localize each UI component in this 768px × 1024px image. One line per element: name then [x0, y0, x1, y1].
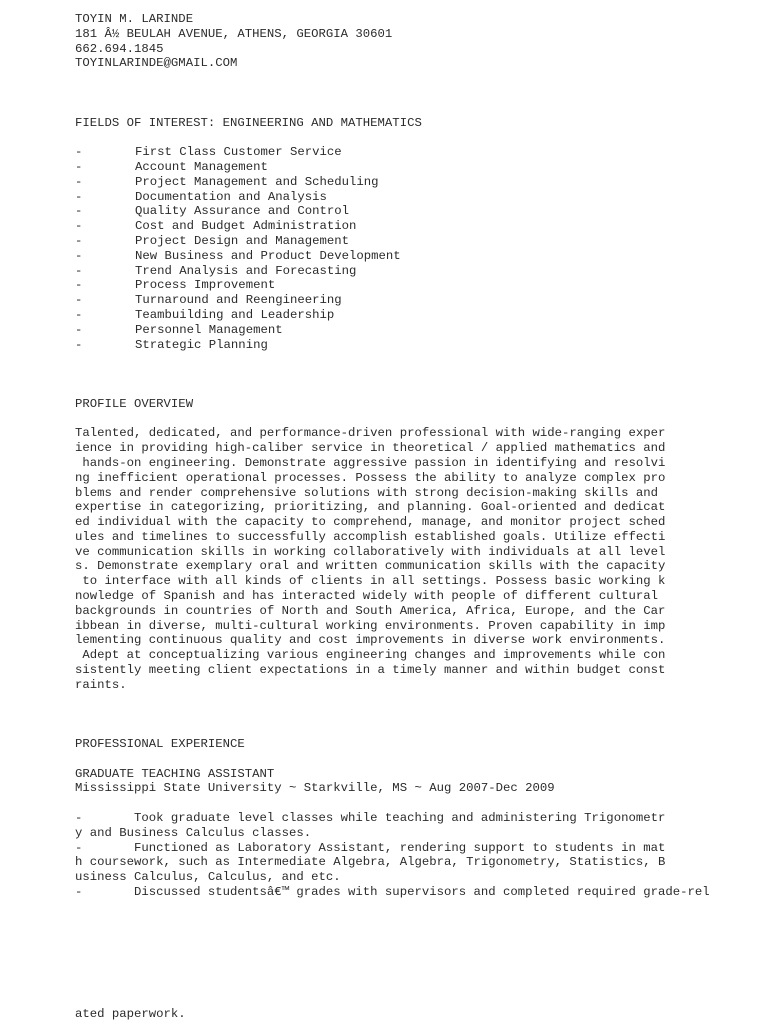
spacer [75, 752, 755, 767]
fields-of-interest-section [75, 116, 755, 353]
field-item-dash: - [75, 189, 83, 204]
job-title: GRADUATE TEACHING ASSISTANT [75, 766, 275, 781]
profile-line: sistently meeting client expectations in a timely manner and within budget const [75, 663, 666, 678]
duty-line: usiness Calculus, Calculus, and etc. [75, 870, 341, 885]
profile-line: nowledge of Spanish and has interacted widely with people of different cultural [75, 589, 658, 604]
field-item-label: Project Management and Scheduling [135, 174, 379, 189]
profile-overview-section [75, 397, 755, 693]
contact-address: 181 Â½ BEULAH AVENUE, ATHENS, GEORGIA 30601 [75, 26, 393, 41]
field-item-dash: - [75, 278, 83, 293]
field-item-dash: - [75, 263, 83, 278]
field-item-label: Turnaround and Reengineering [135, 293, 342, 308]
profile-line: backgrounds in countries of North and South America, Africa, Europe, and the Car [75, 603, 666, 618]
field-item [75, 308, 755, 323]
contact-phone: 662.694.1845 [75, 41, 164, 56]
profile-line: ience in providing high-caliber service in theoretical / applied mathematics and [75, 441, 666, 456]
field-item-dash: - [75, 307, 83, 322]
field-item [75, 145, 755, 160]
field-item [75, 219, 755, 234]
field-item-label: Quality Assurance and Control [135, 204, 350, 219]
spacer [75, 412, 755, 427]
spacer [75, 130, 755, 145]
job-detail: Mississippi State University ~ Starkville, MS ~ Aug 2007-Dec 2009 [75, 781, 555, 796]
profile-line: ules and timelines to successfully accomplish established goals. Utilize effecti [75, 529, 666, 544]
profile-line: hands-on engineering. Demonstrate aggressive passion in identifying and resolvi [75, 455, 666, 470]
field-item-dash: - [75, 322, 83, 337]
field-item [75, 278, 755, 293]
duty-line: - Took graduate level classes while teaching and administering Trigonometr [75, 811, 666, 826]
field-item-dash: - [75, 204, 83, 219]
profile-line: to interface with all kinds of clients in all settings. Possess basic working k [75, 574, 666, 589]
profile-line: blems and render comprehensive solutions with strong decision-making skills and [75, 485, 658, 500]
field-item [75, 160, 755, 175]
field-item-dash: - [75, 293, 83, 308]
fields-list [75, 145, 755, 352]
contact-name: TOYIN M. LARINDE [75, 12, 194, 26]
field-item [75, 204, 755, 219]
profile-line: ed individual with the capacity to comprehend, manage, and monitor project sched [75, 515, 666, 530]
contact-block [75, 12, 755, 71]
field-item [75, 293, 755, 308]
field-item [75, 323, 755, 338]
experience-heading: PROFESSIONAL EXPERIENCE [75, 737, 245, 752]
fields-heading: FIELDS OF INTEREST: ENGINEERING AND MATHEMATICS [75, 115, 422, 130]
field-item-label: Trend Analysis and Forecasting [135, 263, 357, 278]
professional-experience-section [75, 737, 755, 900]
duty-line: h coursework, such as Intermediate Algebra, Algebra, Trigonometry, Statistics, B [75, 855, 666, 870]
field-item [75, 264, 755, 279]
field-item [75, 249, 755, 264]
profile-line: ibbean in diverse, multi-cultural working environments. Proven capability in imp [75, 618, 666, 633]
duty-line: y and Business Calculus classes. [75, 825, 312, 840]
field-item-label: Cost and Budget Administration [135, 219, 357, 234]
resume-page [75, 12, 755, 900]
field-item-label: First Class Customer Service [135, 145, 342, 160]
field-item-dash: - [75, 233, 83, 248]
spacer [75, 352, 755, 396]
job-duties [75, 811, 755, 900]
contact-email: TOYINLARINDE@GMAIL.COM [75, 56, 238, 71]
profile-line: ng inefficient operational processes. Possess the ability to analyze complex pro [75, 470, 666, 485]
field-item [75, 338, 755, 353]
profile-paragraph [75, 426, 755, 692]
field-item [75, 234, 755, 249]
profile-line: Adept at conceptualizing various engineering changes and improvements while con [75, 648, 666, 663]
profile-line: expertise in categorizing, prioritizing, and planning. Goal-oriented and dedicat [75, 500, 666, 515]
duty-line: - Discussed studentsâ€™ grades with supervisors and completed required grade-rel [75, 885, 710, 900]
field-item [75, 190, 755, 205]
field-item-dash: - [75, 219, 83, 234]
profile-line: Talented, dedicated, and performance-driven professional with wide-ranging exper [75, 426, 666, 441]
field-item-label: Project Design and Management [135, 233, 350, 248]
field-item-dash: - [75, 337, 83, 352]
field-item-label: Strategic Planning [135, 337, 268, 352]
field-item-dash: - [75, 145, 83, 160]
field-item-dash: - [75, 174, 83, 189]
field-item-dash: - [75, 248, 83, 263]
field-item-label: Documentation and Analysis [135, 189, 327, 204]
profile-line: raints. [75, 677, 127, 692]
spacer [75, 796, 755, 811]
profile-line: lementing continuous quality and cost improvements in diverse work environments. [75, 633, 666, 648]
page-continuation-text: ated paperwork. [75, 1007, 186, 1021]
field-item-label: Personnel Management [135, 322, 283, 337]
field-item-dash: - [75, 159, 83, 174]
duty-line: - Functioned as Laboratory Assistant, rendering support to students in mat [75, 840, 666, 855]
profile-heading: PROFILE OVERVIEW [75, 396, 194, 411]
field-item [75, 175, 755, 190]
spacer [75, 71, 755, 115]
spacer [75, 693, 755, 737]
field-item-label: Teambuilding and Leadership [135, 307, 335, 322]
field-item-label: Process Improvement [135, 278, 276, 293]
profile-line: ve communication skills in working collaboratively with individuals at all level [75, 544, 666, 559]
profile-line: s. Demonstrate exemplary oral and written communication skills with the capacity [75, 559, 666, 574]
field-item-label: New Business and Product Development [135, 248, 401, 263]
field-item-label: Account Management [135, 159, 268, 174]
